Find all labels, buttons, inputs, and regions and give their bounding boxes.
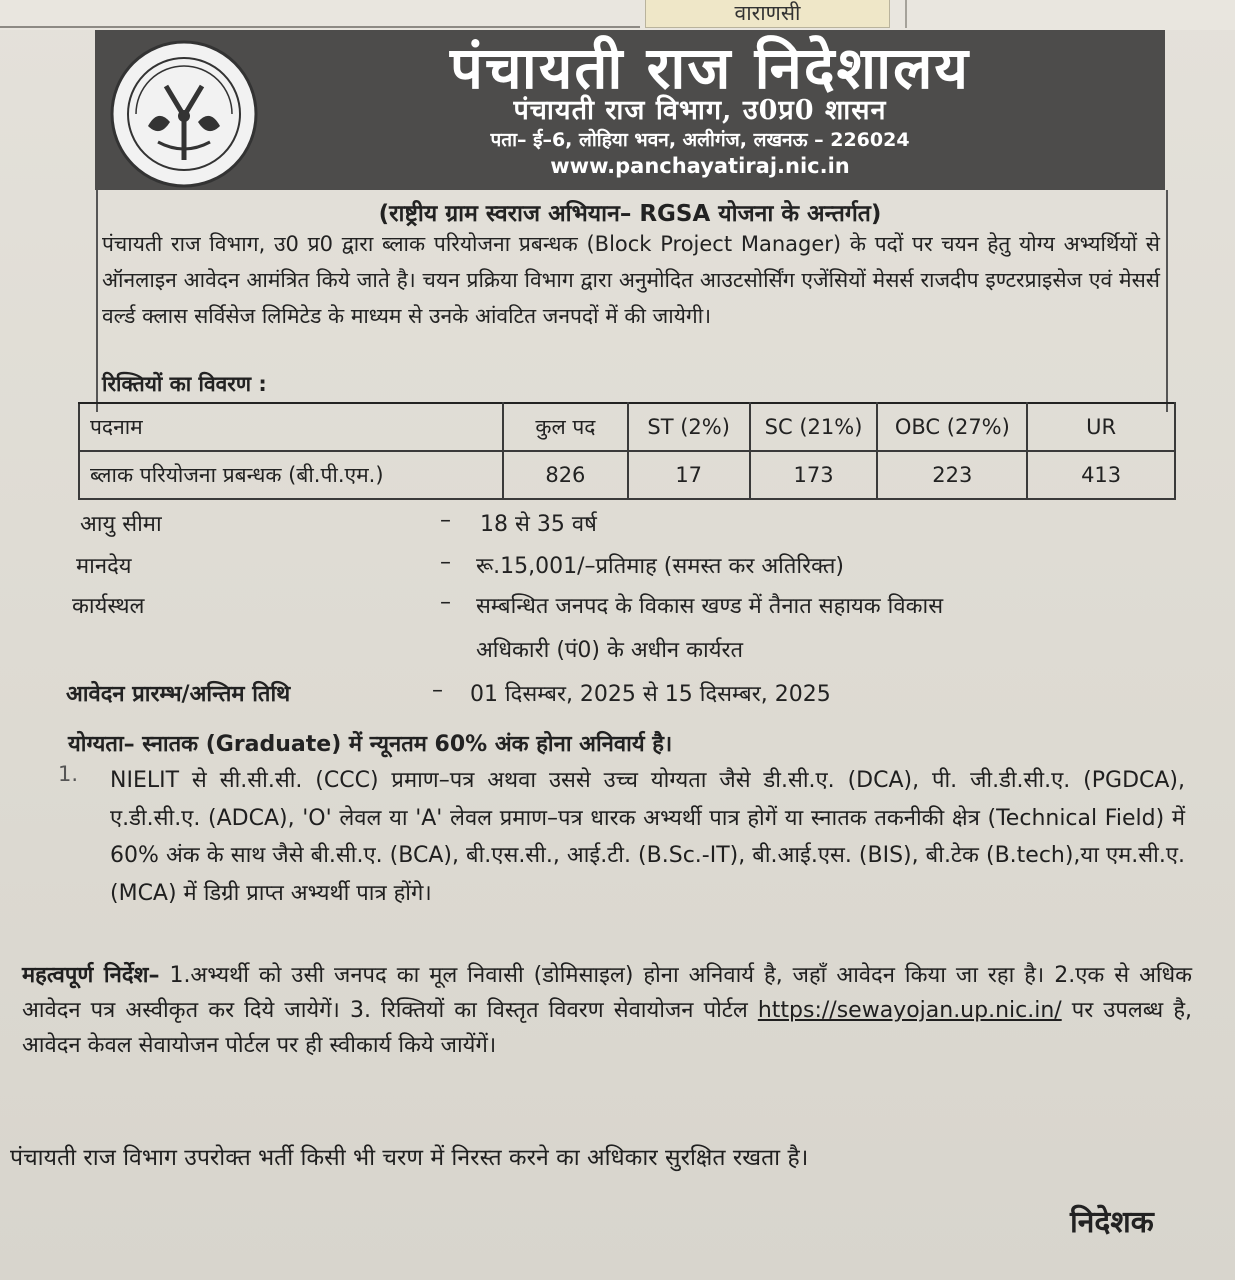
age-limit-label: आयु सीमा bbox=[80, 512, 162, 537]
point-text: NIELIT से सी.सी.सी. (CCC) प्रमाण–पत्र अथवा उससे उच्च योग्यता जैसे डी.सी.ए. (DCA), पी. जी.डी.सी.ए. (PGDCA), ए.डी.सी.ए. (ADCA), 'O' लेवल या 'A' लेवल प्रमाण–पत्र धारक अभ्यर्थी पात्र होगें या स्नातक तकनीकी क्षेत्र (Technical Field) में 60% अंक के साथ जैसे बी.सी.ए. (BCA), बी.एस.सी., आई.टी. (B.Sc.-IT), बी.आई.एस. (BIS), बी.टेक (B.tech),या एम.सी.ए. (MCA) में डिग्री प्राप्त अभ्यर्थी पात्र होंगे। bbox=[110, 768, 1185, 906]
table-row bbox=[79, 451, 1175, 499]
table-header: OBC (27%) bbox=[877, 403, 1027, 451]
signature-director: निदेशक bbox=[1070, 1205, 1154, 1240]
page-title: पंचायती राज निदेशालय bbox=[449, 34, 971, 102]
vacancy-table bbox=[78, 402, 1176, 500]
honorarium-label: मानदेय bbox=[76, 554, 132, 579]
table-header: पदनाम bbox=[79, 403, 503, 451]
instructions-text: 1.अभ्यर्थी को उसी जनपद का मूल निवासी (डोमिसाइल) होना अनिवार्य है, जहाँ आवेदन किया जा रहा है। 2.एक से अधिक आवेदन पत्र अस्वीकृत कर दिये जायेगें। 3. रिक्तियों का विस्तृत विवरण सेवायोजन पोर्टल bbox=[22, 963, 1192, 1023]
table-cell: 17 bbox=[628, 451, 750, 499]
table-header: SC (21%) bbox=[750, 403, 878, 451]
scheme-heading: (राष्ट्रीय ग्राम स्वराज अभियान– RGSA योजना के अन्तर्गत) bbox=[378, 201, 882, 227]
dash: – bbox=[440, 508, 451, 533]
important-instructions bbox=[22, 958, 1192, 1063]
instructions-text-continued: पर उपलब्ध है, आवेदन केवल सेवायोजन पोर्टल पर ही स्वीकार्य किये जायेंगें। bbox=[22, 998, 1192, 1058]
workplace-value: सम्बन्धित जनपद के विकास खण्ड में तैनात सहायक विकास bbox=[476, 594, 944, 619]
dash: – bbox=[440, 590, 451, 615]
divider bbox=[0, 26, 640, 28]
point-number: 1. bbox=[58, 762, 79, 786]
instructions-label: महत्वपूर्ण निर्देश– bbox=[22, 963, 160, 988]
application-dates-label: आवेदन प्रारम्भ/अन्तिम तिथि bbox=[66, 682, 291, 707]
workplace-row bbox=[72, 590, 1182, 670]
table-cell: ब्लाक परियोजना प्रबन्धक (बी.पी.एम.) bbox=[79, 451, 503, 499]
age-limit-value: 18 से 35 वर्ष bbox=[480, 512, 597, 537]
table-header: कुल पद bbox=[503, 403, 628, 451]
reservation-of-rights: पंचायती राज विभाग उपरोक्त भर्ती किसी भी चरण में निरस्त करने का अधिकार सुरक्षित रखता है। bbox=[10, 1145, 809, 1171]
honorarium-row bbox=[76, 550, 1176, 586]
table-header-row bbox=[79, 403, 1175, 451]
office-address: पता– ई–6, लोहिया भवन, अलीगंज, लखनऊ – 226024 bbox=[490, 129, 910, 151]
dash: – bbox=[440, 550, 451, 575]
workplace-label: कार्यस्थल bbox=[72, 594, 145, 619]
table-cell: 173 bbox=[750, 451, 878, 499]
table-header: ST (2%) bbox=[628, 403, 750, 451]
table-cell: 223 bbox=[877, 451, 1027, 499]
website-link[interactable]: www.panchayatiraj.nic.in bbox=[550, 154, 850, 178]
application-dates-value: 01 दिसम्बर, 2025 से 15 दिसम्बर, 2025 bbox=[470, 682, 831, 707]
sewayojan-portal-link[interactable]: https://sewayojan.up.nic.in/ bbox=[757, 998, 1062, 1023]
up-government-emblem-icon bbox=[108, 38, 260, 190]
table-cell: 826 bbox=[503, 451, 628, 499]
vacancy-heading: रिक्तियों का विवरण : bbox=[102, 372, 267, 396]
workplace-value-continued: अधिकारी (पं0) के अधीन कार्यरत bbox=[476, 638, 743, 663]
age-limit-row bbox=[80, 508, 1180, 544]
application-dates-row bbox=[66, 678, 1176, 714]
divider bbox=[905, 0, 1235, 28]
dash: – bbox=[432, 678, 443, 703]
intro-paragraph: पंचायती राज विभाग, उ0 प्र0 द्वारा ब्लाक परियोजना प्रबन्धक (Block Project Manager) के पदों पर चयन हेतु योग्य अभ्यर्थियों से ऑनलाइन आवेदन आमंत्रित किये जाते है। चयन प्रक्रिया विभाग द्वारा अनुमोदित आउटसोर्सिंग एजेंसियों मेसर्स राजदीप इण्टरप्राइसेज एवं मेसर्स वर्ल्ड क्लास सर्विसेज लिमिटेड के माध्यम से उनके आंवटित जनपदों में की जायेगी। bbox=[102, 232, 1160, 328]
honorarium-value: रू.15,001/–प्रतिमाह (समस्त कर अतिरिक्त) bbox=[476, 554, 845, 579]
qualification-line: योग्यता– स्नातक (Graduate) में न्यूनतम 60% अंक होना अनिवार्य है। bbox=[68, 732, 673, 757]
table-header: UR bbox=[1027, 403, 1175, 451]
table-cell: 413 bbox=[1027, 451, 1175, 499]
department-subtitle: पंचायती राज विभाग, उ0प्र0 शासन bbox=[513, 95, 887, 126]
city-label: वाराणसी bbox=[645, 0, 890, 28]
